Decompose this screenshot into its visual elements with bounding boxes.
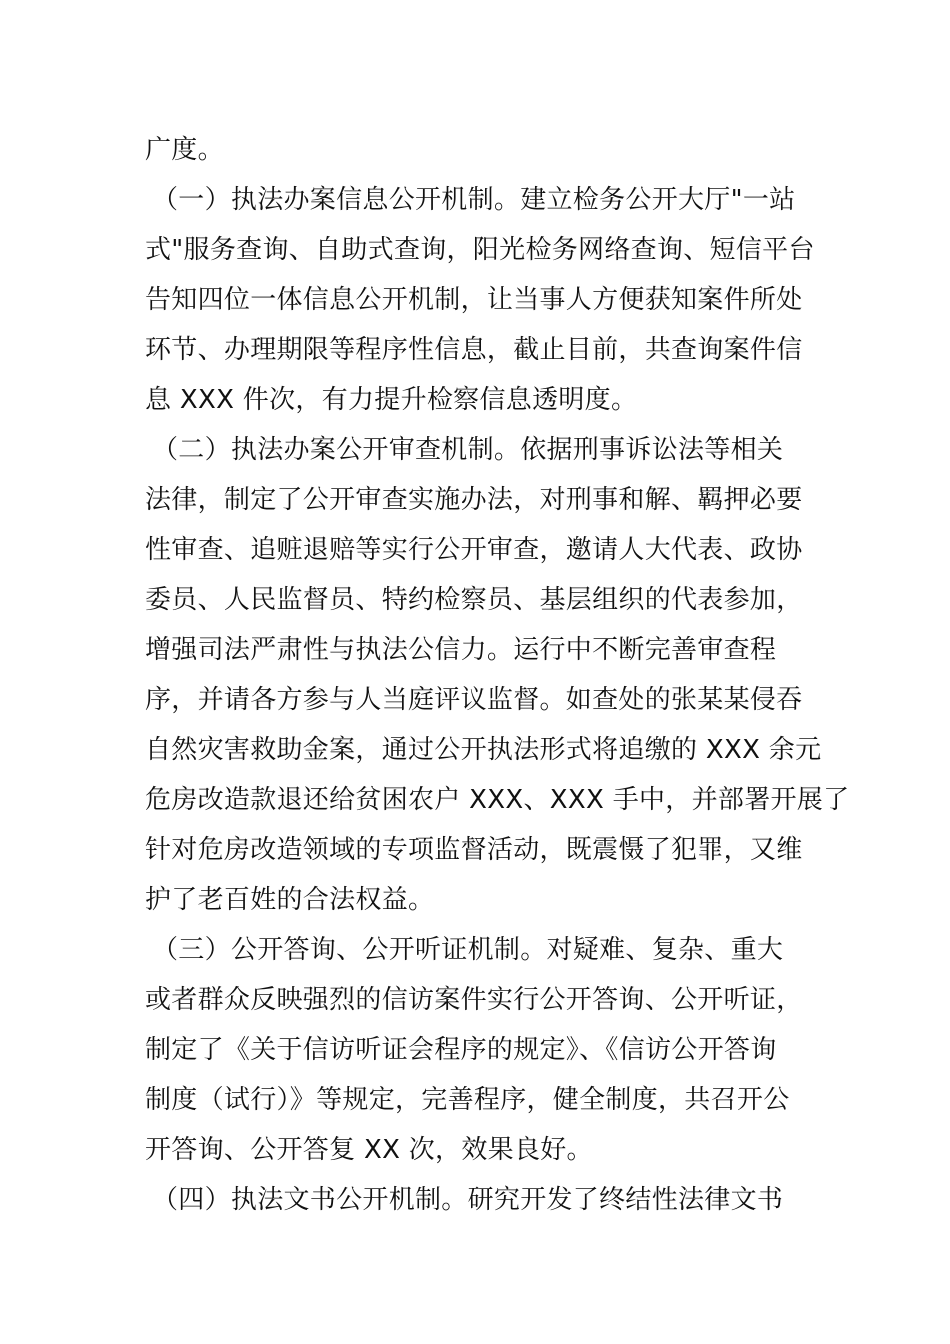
- text-line: 制度（试行）》等规定，完善程序，健全制度，共召开公: [145, 1085, 790, 1115]
- text-line: 息 XXX 件次，有力提升检察信息透明度。: [145, 385, 638, 415]
- text-line: 式"服务查询、自助式查询，阳光检务网络查询、短信平台: [145, 235, 815, 265]
- text-line: 法律，制定了公开审查实施办法，对刑事和解、羁押必要: [145, 485, 803, 515]
- text-line: 环节、办理期限等程序性信息，截止目前，共查询案件信: [145, 335, 803, 365]
- text-line: （一）执法办案信息公开机制。建立检务公开大厅"一站: [152, 185, 796, 215]
- text-line: 性审查、追赃退赔等实行公开审查，邀请人大代表、政协: [145, 535, 803, 565]
- text-line: 针对危房改造领域的专项监督活动，既震慑了犯罪，又维: [145, 835, 803, 865]
- text-line: 开答询、公开答复 XX 次，效果良好。: [145, 1135, 593, 1165]
- text-line: （四）执法文书公开机制。研究开发了终结性法律文书: [152, 1185, 784, 1215]
- text-line: （三）公开答询、公开听证机制。对疑难、复杂、重大: [152, 935, 784, 965]
- text-line: 序，并请各方参与人当庭评议监督。如查处的张某某侵吞: [145, 685, 803, 715]
- text-line: 广度。: [145, 135, 224, 165]
- text-line: 护了老百姓的合法权益。: [145, 885, 435, 915]
- text-line: 制定了《关于信访听证会程序的规定》、《信访公开答询: [145, 1035, 777, 1065]
- text-line: 委员、人民监督员、特约检察员、基层组织的代表参加，: [145, 585, 803, 615]
- text-line: （二）执法办案公开审查机制。依据刑事诉讼法等相关: [152, 435, 784, 465]
- text-line: 告知四位一体信息公开机制，让当事人方便获知案件所处: [145, 285, 803, 315]
- text-line: 危房改造款退还给贫困农户 XXX、XXX 手中，并部署开展了: [145, 785, 850, 815]
- text-line: 或者群众反映强烈的信访案件实行公开答询、公开听证，: [145, 985, 803, 1015]
- text-line: 增强司法严肃性与执法公信力。运行中不断完善审查程: [145, 635, 777, 665]
- text-line: 自然灾害救助金案，通过公开执法形式将追缴的 XXX 余元: [145, 735, 822, 765]
